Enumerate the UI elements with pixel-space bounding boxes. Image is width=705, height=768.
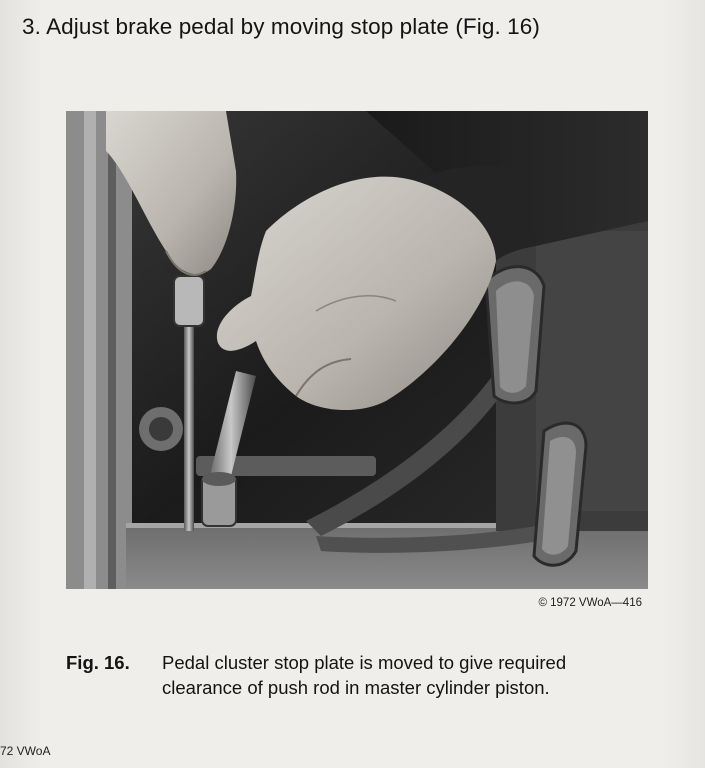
figure-photo: [66, 111, 648, 589]
page-footer: 72 VWoA: [0, 744, 51, 758]
step-heading: 3. Adjust brake pedal by moving stop plate (Fig. 16): [22, 14, 540, 39]
figure-caption: [66, 650, 646, 700]
figure-caption-text: Pedal cluster stop plate is moved to give required clearance of push rod in master cylinder piston.: [162, 652, 567, 698]
figure-label: Fig. 16.: [66, 652, 130, 673]
figure-credit: © 1972 VWoA—416: [538, 597, 642, 609]
photo-illustration: [66, 111, 648, 589]
